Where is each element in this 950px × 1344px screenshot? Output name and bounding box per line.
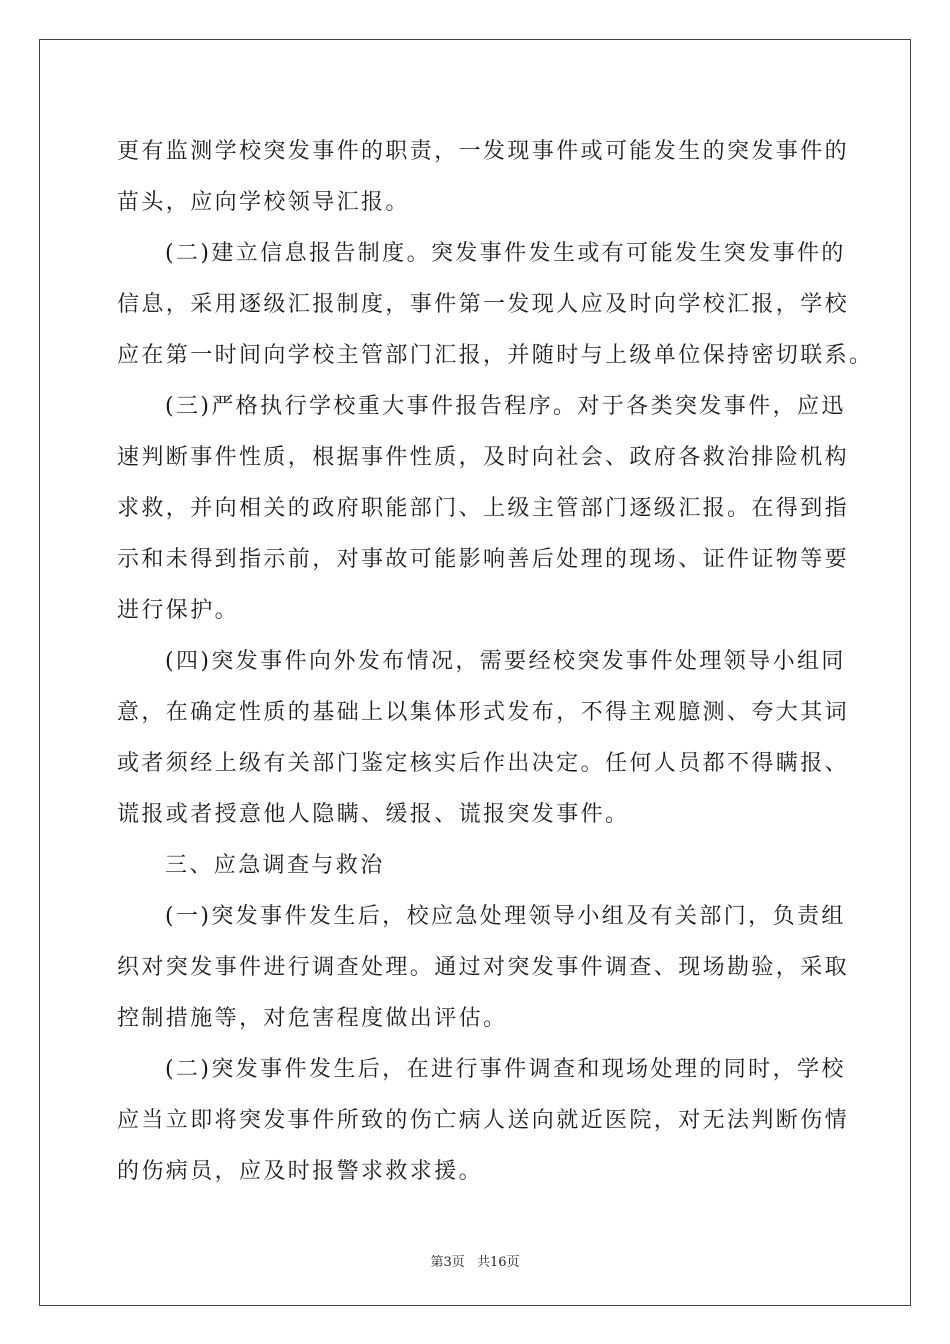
- document-body: [117, 126, 874, 1197]
- text-line: 意，在确定性质的基础上以集体形式发布，不得主观臆测、夸大其词: [117, 700, 850, 725]
- text-line: 苗头，应向学校领导汇报。: [117, 190, 410, 215]
- section-heading: 三、应急调查与救治: [165, 853, 385, 878]
- total-page-count: 共16页: [476, 1255, 520, 1270]
- text-line: 应当立即将突发事件所致的伤亡病人送向就近医院，对无法判断伤情: [117, 1108, 850, 1133]
- text-line: 或者须经上级有关部门鉴定核实后作出决定。任何人员都不得瞒报、: [117, 751, 850, 776]
- text-line: 求救，并向相关的政府职能部门、上级主管部门逐级汇报。在得到指: [117, 496, 850, 521]
- text-line: (四)突发事件向外发布情况，需要经校突发事件处理领导小组同: [165, 649, 846, 674]
- text-line: 更有监测学校突发事件的职责，一发现事件或可能发生的突发事件的: [117, 139, 850, 164]
- text-line: 谎报或者授意他人隐瞒、缓报、谎报突发事件。: [117, 802, 630, 827]
- text-line: (二)建立信息报告制度。突发事件发生或有可能发生突发事件的: [165, 241, 846, 266]
- text-line: (三)严格执行学校重大事件报告程序。对于各类突发事件，应迅: [165, 394, 846, 419]
- text-line: (二)突发事件发生后，在进行事件调查和现场处理的同时，学校: [165, 1057, 846, 1082]
- text-line: 织对突发事件进行调查处理。通过对突发事件调查、现场勘验，采取: [117, 955, 850, 980]
- current-page-number: 第3页: [430, 1255, 465, 1270]
- text-line: 速判断事件性质，根据事件性质，及时向社会、政府各救治排险机构: [117, 445, 850, 470]
- text-line: 信息，采用逐级汇报制度，事件第一发现人应及时向学校汇报，学校: [117, 292, 850, 317]
- text-line: 示和未得到指示前，对事故可能影响善后处理的现场、证件证物等要: [117, 547, 850, 572]
- text-line: 的伤病员，应及时报警求救求援。: [117, 1159, 484, 1184]
- text-line: 控制措施等，对危害程度做出评估。: [117, 1006, 508, 1031]
- text-line: (一)突发事件发生后，校应急处理领导小组及有关部门，负责组: [165, 904, 846, 929]
- text-line: 进行保护。: [117, 598, 240, 623]
- text-line: 应在第一时间向学校主管部门汇报，并随时与上级单位保持密切联系。: [117, 343, 874, 368]
- page-footer: [0, 1251, 950, 1270]
